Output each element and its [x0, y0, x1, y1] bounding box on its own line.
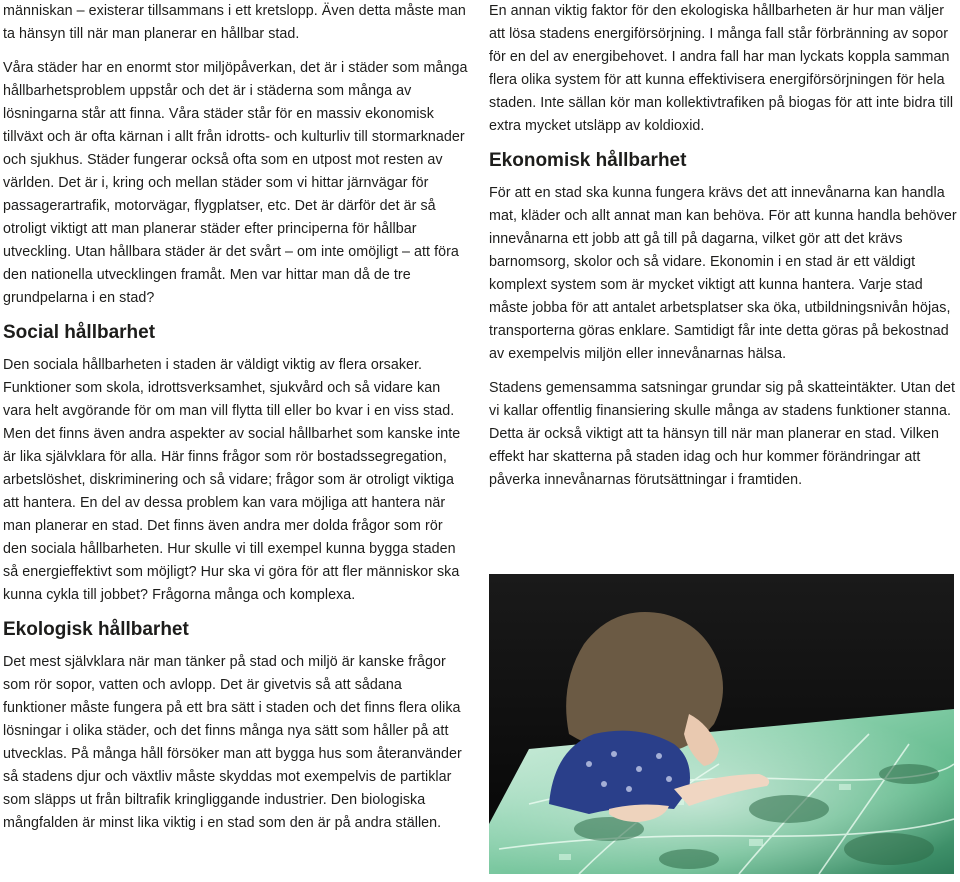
paragraph-economic-sustainability: För att en stad ska kunna fungera krävs det att innevånarna kan handla mat, kläder och allt annat man kan behöva. För att kunna handla behöver innevånarna ett jobb att gå till på dagarna, vilket gör att det krävs barnomsorg, skolor och så vidare. Ekonomin i en stad är ett väldigt komplext system som är mycket viktigt att kunna hantera. Varje stad måste jobba för att antalet arbetsplatser ska öka, utbildningsnivån höjas, transporterna göras enklare. Samtidigt får inte detta göras på bekostnad av exempelvis miljön eller innevånarnas hälsa. [489, 185, 957, 362]
paragraph-cities-impact: Våra städer har en enormt stor miljöpåverkan, det är i städer som många hållbarhetsproblem uppstår och det är i städerna som många av lösningarna står att finna. Våra städer står för en massiv ekonomisk tillväxt och är ofta kärnan i allt från idrotts- och kulturliv till stormarknader och sjukhus. Städer fungerar också ofta som en utpost mot resten av världen. Det är i, kring och mellan städer som vi hittar järnvägar för passagerartrafik, motorvägar, flygplatser, etc. Det är därför det är så otroligt viktigt att man planerar städer efter principerna för hållbar utveckling. Utan hållbara städer är det svårt – om inte omöjligt – att föra den nationella utvecklingen framåt. Men var hittar man då de tre grundpelarna i en stad? [3, 60, 468, 306]
left-column [3, 0, 469, 835]
paragraph-social-sustainability: Den sociala hållbarheten i staden är väldigt viktig av flera orsaker. Funktioner som skola, idrottsverksamhet, sjukvård och så vidare kan vara helt avgörande för om man vill flytta till eller bo kvar i en viss stad. Men det finns även andra aspekter av social hållbarhet som kanske inte är lika självklara för alla. Här finns frågor som rör bostadssegregation, arbetslöshet, diskriminering och så vidare; frågor som är otroligt viktiga att hantera. En del av dessa problem kan vara möjliga att hantera när man planerar en stad. Det finns även andra mer dolda frågor som rör den sociala hållbarheten. Hur skulle vi till exempel kunna bygga staden så energieffektivt som möjligt? Hur ska vi göra för att fler människor ska kunna cykla till jobbet? Frågorna många och komplexa. [3, 357, 461, 603]
heading-social-sustainability: Social hållbarhet [3, 322, 156, 343]
paragraph-ecological-sustainability: Det mest självklara när man tänker på stad och miljö är kanske frågor som rör sopor, vatten och avlopp. Det är givetvis så att sådana funktioner måste fungera på ett bra sätt i staden och det finns flera olika lösningar i olika städer, och det finns många nya sätt som håller på att utvecklas. På många håll försöker man att bygga hus som återanvänder så stadens djur och växtliv måste skyddas mot exempelvis de partiklar som släpps ut från biltrafik kringliggande industrier. Den biologiska mångfalden är minst lika viktig i en stad som den är på andra ställen. [3, 654, 462, 831]
paragraph-intro-continuation: människan – existerar tillsammans i ett kretslopp. Även detta måste man ta hänsyn till när man planerar en hållbar stad. [3, 3, 466, 42]
heading-ecological-sustainability: Ekologisk hållbarhet [3, 619, 189, 640]
photo-child-touchscreen-map [489, 574, 954, 874]
paragraph-energy-supply: En annan viktig faktor för den ekologiska hållbarheten är hur man väljer att lösa stadens energiförsörjning. I många fall står förbränning av sopor för en del av energibehovet. I andra fall har man lyckats koppla samman flera olika system för att kunna effektivisera energiförsörjningen för hela staden. Inte sällan kör man kollektivtrafiken på biogas för att inte bidra till extra mycket utsläpp av koldioxid. [489, 3, 954, 134]
heading-economic-sustainability: Ekonomisk hållbarhet [489, 150, 687, 171]
right-column [489, 0, 957, 492]
paragraph-tax-revenue: Stadens gemensamma satsningar grundar sig på skatteintäkter. Utan det vi kallar offentlig finansiering skulle många av stadens funktioner stanna. Detta är också viktigt att ta hänsyn till när man planerar en stad. Vilken effekt har skatterna på staden idag och hur kommer förändringar att påverka innevånarnas förutsättningar i framtiden. [489, 380, 955, 488]
photo-illustration [489, 574, 954, 874]
